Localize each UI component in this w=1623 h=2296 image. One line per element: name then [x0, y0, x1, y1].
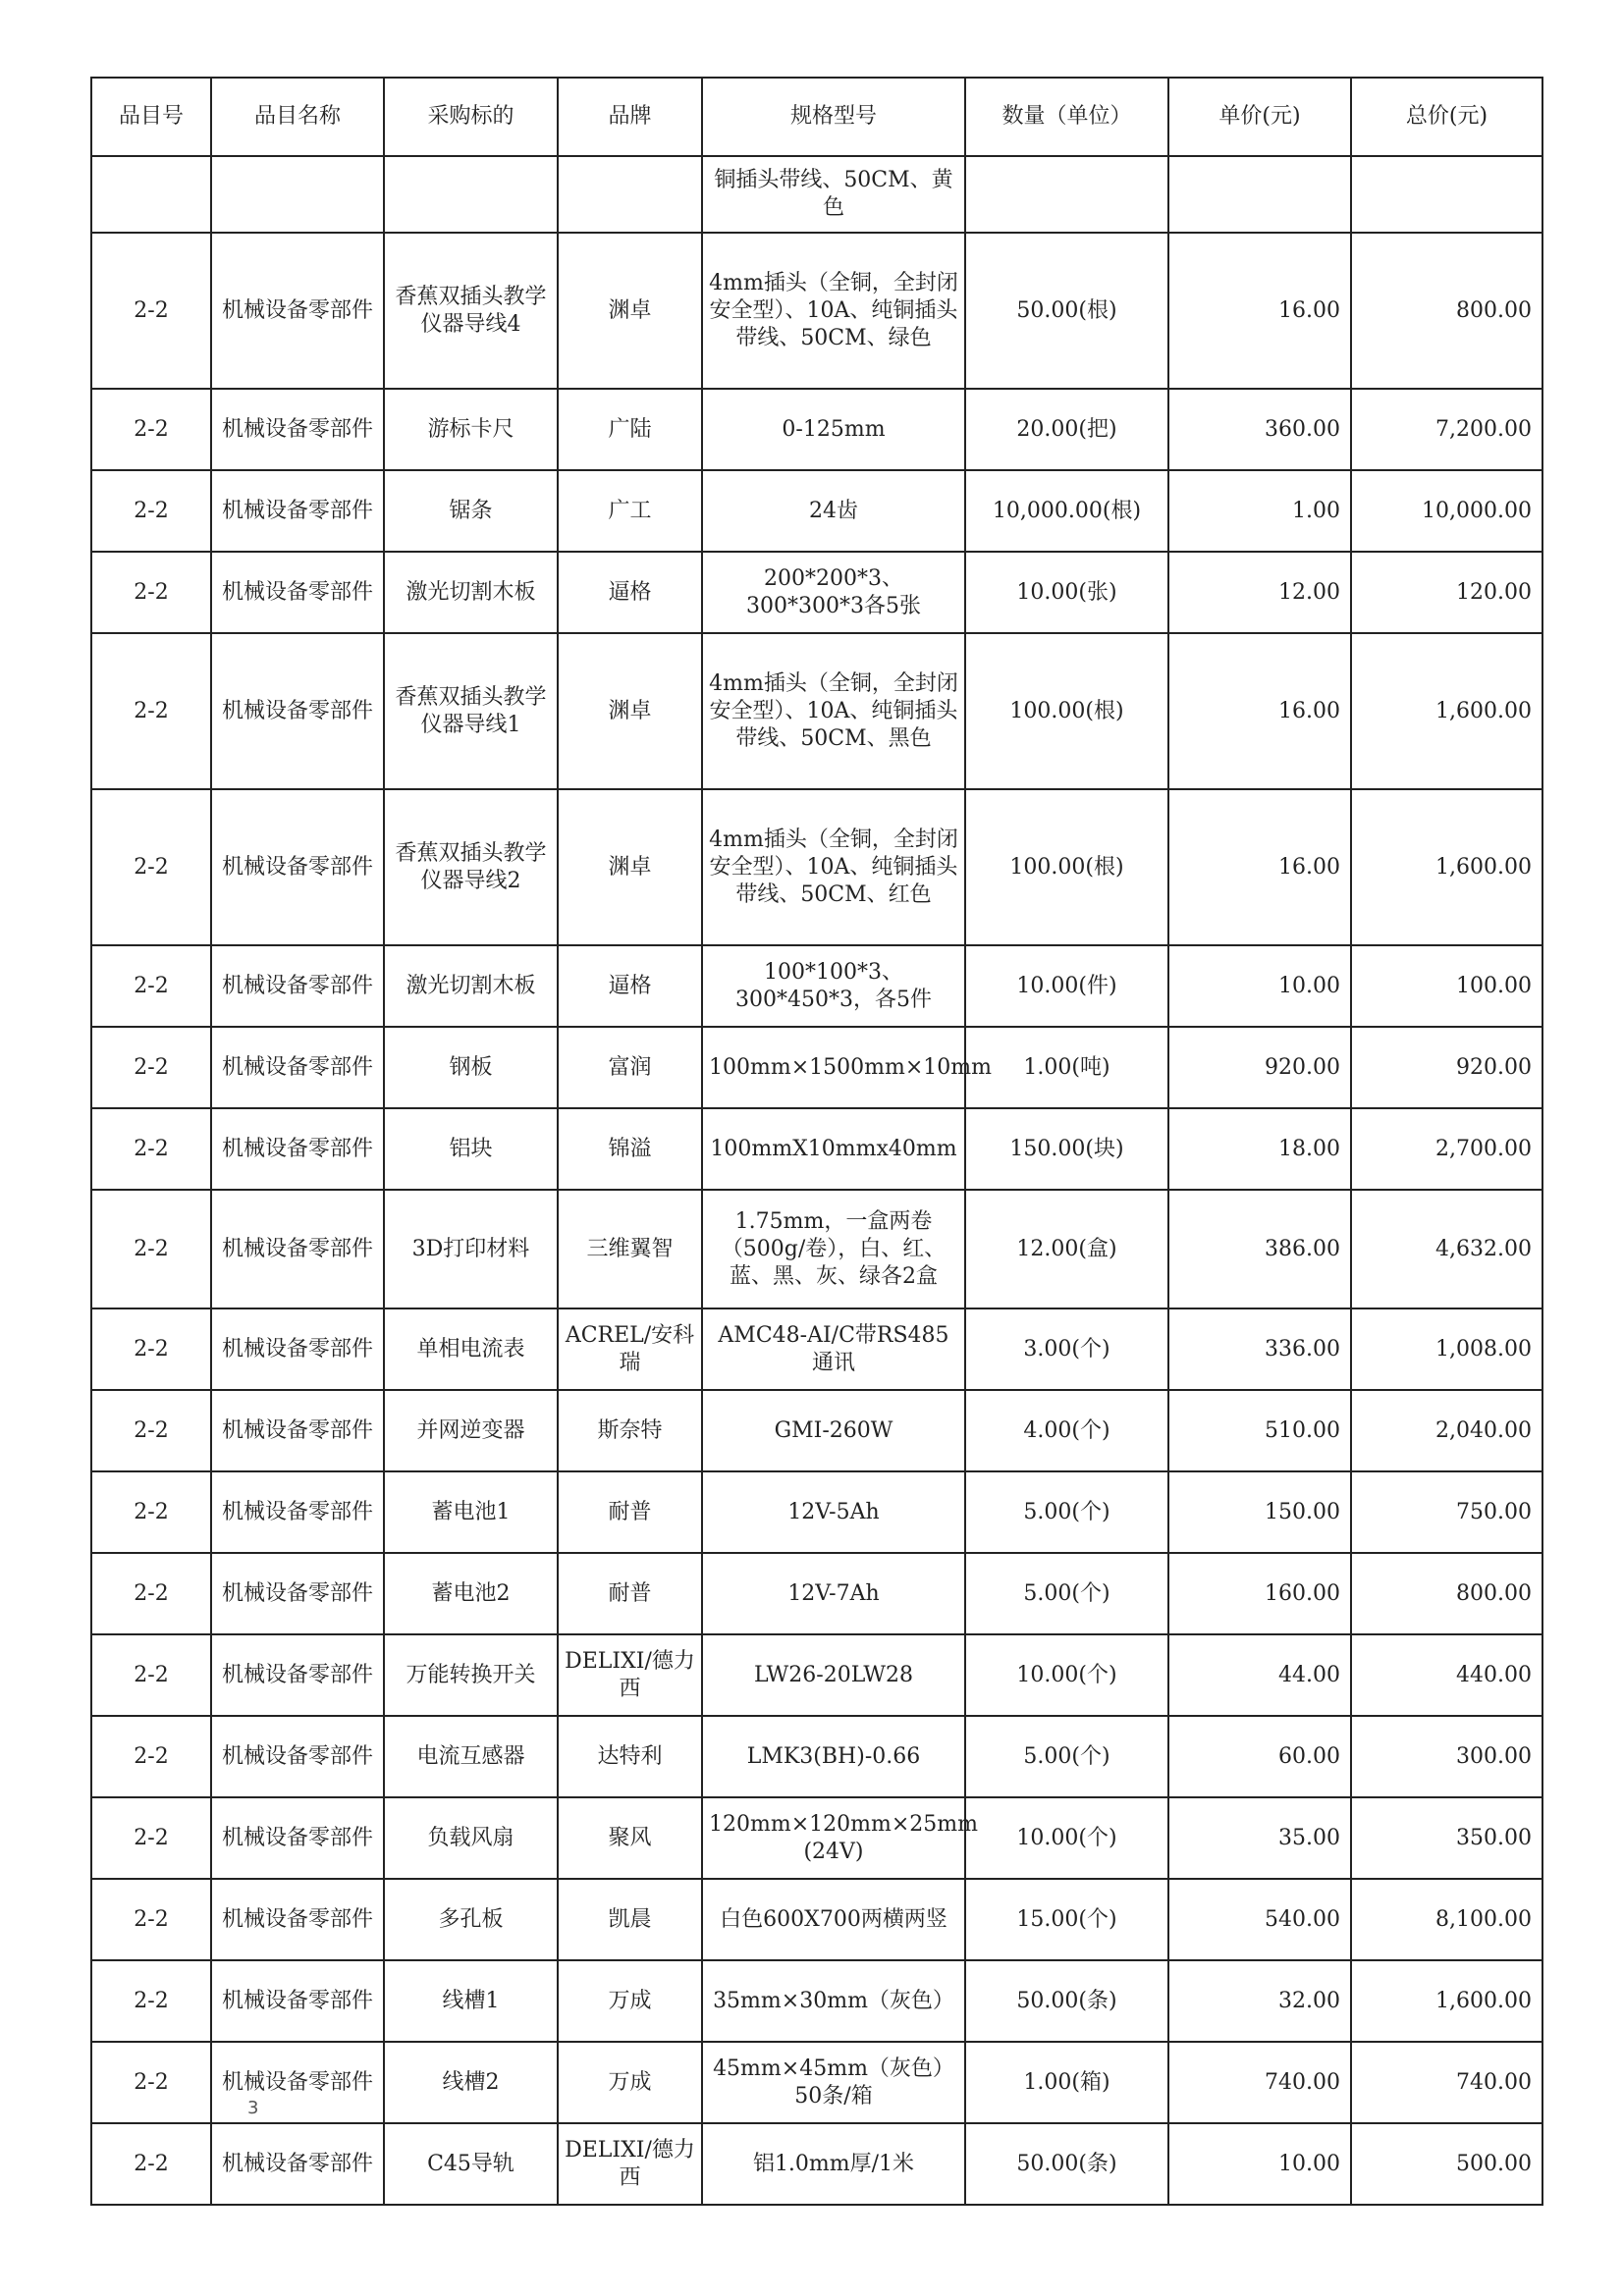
spec-cell: AMC48-AI/C带RS485通讯	[702, 1308, 965, 1390]
qty-cell: 150.00(块)	[965, 1108, 1168, 1190]
qty-cell: 5.00(个)	[965, 1471, 1168, 1553]
item-no-cell: 2-2	[91, 1108, 211, 1190]
item-cell: 万能转换开关	[384, 1634, 558, 1716]
unit-price-cell: 16.00	[1168, 789, 1351, 945]
header-item: 采购标的	[384, 78, 558, 156]
unit-price-cell: 540.00	[1168, 1879, 1351, 1960]
item-no-cell: 2-2	[91, 633, 211, 789]
qty-cell: 5.00(个)	[965, 1716, 1168, 1797]
category-cell: 机械设备零部件	[211, 1553, 384, 1634]
spec-cell: 4mm插头（全铜，全封闭安全型）、10A、纯铜插头带线、50CM、黑色	[702, 633, 965, 789]
item-cell: 3D打印材料	[384, 1190, 558, 1308]
category-cell: 机械设备零部件	[211, 389, 384, 470]
qty-cell: 100.00(根)	[965, 789, 1168, 945]
total-cell: 120.00	[1351, 552, 1542, 633]
table-row	[91, 1027, 1542, 1108]
qty-cell: 15.00(个)	[965, 1879, 1168, 1960]
spec-cell: 铝1.0mm厚/1米	[702, 2123, 965, 2205]
item-no-cell: 2-2	[91, 1960, 211, 2042]
spec-cell: 24齿	[702, 470, 965, 552]
header-category: 品目名称	[211, 78, 384, 156]
qty-cell: 10.00(件)	[965, 945, 1168, 1027]
unit-price-cell: 16.00	[1168, 233, 1351, 389]
table-row	[91, 233, 1542, 389]
category-cell: 机械设备零部件	[211, 552, 384, 633]
header-qty: 数量（单位）	[965, 78, 1168, 156]
header-row	[91, 78, 1542, 156]
spec-cell: 35mm×30mm（灰色）	[702, 1960, 965, 2042]
unit-price-cell: 35.00	[1168, 1797, 1351, 1879]
item-cell: C45导轨	[384, 2123, 558, 2205]
table-row	[91, 633, 1542, 789]
brand-cell: 耐普	[558, 1553, 702, 1634]
unit-price-cell: 10.00	[1168, 2123, 1351, 2205]
qty-cell: 20.00(把)	[965, 389, 1168, 470]
item-no-cell: 2-2	[91, 1308, 211, 1390]
brand-cell: 逼格	[558, 552, 702, 633]
brand-cell: 万成	[558, 1960, 702, 2042]
qty-cell: 3.00(个)	[965, 1308, 1168, 1390]
spec-cell: 100mmX10mmx40mm	[702, 1108, 965, 1190]
total-cell: 350.00	[1351, 1797, 1542, 1879]
total-cell: 10,000.00	[1351, 470, 1542, 552]
category-cell: 机械设备零部件	[211, 233, 384, 389]
brand-cell: 广陆	[558, 389, 702, 470]
item-cell: 蓄电池2	[384, 1553, 558, 1634]
category-cell: 机械设备零部件	[211, 1390, 384, 1471]
unit-price-cell: 18.00	[1168, 1108, 1351, 1190]
header-spec: 规格型号	[702, 78, 965, 156]
unit-price-cell: 44.00	[1168, 1634, 1351, 1716]
item-cell: 线槽1	[384, 1960, 558, 2042]
total-cell: 300.00	[1351, 1716, 1542, 1797]
item-cell: 香蕉双插头教学仪器导线2	[384, 789, 558, 945]
item-cell: 游标卡尺	[384, 389, 558, 470]
qty-cell: 10.00(个)	[965, 1634, 1168, 1716]
table-row	[91, 1108, 1542, 1190]
item-no-cell: 2-2	[91, 1190, 211, 1308]
total-cell: 1,008.00	[1351, 1308, 1542, 1390]
qty-cell: 10.00(张)	[965, 552, 1168, 633]
category-cell: 机械设备零部件	[211, 1108, 384, 1190]
spec-cell: 100*100*3、300*450*3，各5件	[702, 945, 965, 1027]
brand-cell: 凯晨	[558, 1879, 702, 1960]
item-cell: 负载风扇	[384, 1797, 558, 1879]
item-no-cell: 2-2	[91, 1879, 211, 1960]
item-cell: 多孔板	[384, 1879, 558, 1960]
item-no-cell: 2-2	[91, 470, 211, 552]
total-cell: 750.00	[1351, 1471, 1542, 1553]
category-cell: 机械设备零部件	[211, 945, 384, 1027]
brand-cell: 逼格	[558, 945, 702, 1027]
spec-cell: GMI-260W	[702, 1390, 965, 1471]
item-cell: 香蕉双插头教学仪器导线1	[384, 633, 558, 789]
item-no-cell: 2-2	[91, 2042, 211, 2123]
brand-cell: 渊卓	[558, 233, 702, 389]
brand-cell	[558, 156, 702, 233]
item-cell: 激光切割木板	[384, 945, 558, 1027]
total-cell	[1351, 156, 1542, 233]
brand-cell: 锦溢	[558, 1108, 702, 1190]
item-no-cell: 2-2	[91, 1471, 211, 1553]
spec-cell: 4mm插头（全铜，全封闭安全型）、10A、纯铜插头带线、50CM、红色	[702, 789, 965, 945]
unit-price-cell: 920.00	[1168, 1027, 1351, 1108]
total-cell: 1,600.00	[1351, 1960, 1542, 2042]
brand-cell: DELIXI/德力西	[558, 2123, 702, 2205]
table-row	[91, 389, 1542, 470]
item-no-cell	[91, 156, 211, 233]
category-cell: 机械设备零部件	[211, 1879, 384, 1960]
table-row	[91, 1390, 1542, 1471]
spec-cell: 45mm×45mm（灰色）50条/箱	[702, 2042, 965, 2123]
category-cell: 机械设备零部件	[211, 1027, 384, 1108]
brand-cell: 渊卓	[558, 789, 702, 945]
spec-cell: 0-125mm	[702, 389, 965, 470]
total-cell: 8,100.00	[1351, 1879, 1542, 1960]
total-cell: 1,600.00	[1351, 789, 1542, 945]
category-cell: 机械设备零部件	[211, 1190, 384, 1308]
category-cell: 机械设备零部件	[211, 789, 384, 945]
qty-cell: 50.00(条)	[965, 1960, 1168, 2042]
unit-price-cell: 60.00	[1168, 1716, 1351, 1797]
category-cell: 机械设备零部件	[211, 1308, 384, 1390]
spec-cell: 1.75mm，一盒两卷（500g/卷），白、红、蓝、黑、灰、绿各2盒	[702, 1190, 965, 1308]
unit-price-cell: 150.00	[1168, 1471, 1351, 1553]
brand-cell: 渊卓	[558, 633, 702, 789]
total-cell: 500.00	[1351, 2123, 1542, 2205]
spec-cell: 铜插头带线、50CM、黄色	[702, 156, 965, 233]
total-cell: 440.00	[1351, 1634, 1542, 1716]
category-cell: 机械设备零部件	[211, 1634, 384, 1716]
item-cell: 并网逆变器	[384, 1390, 558, 1471]
qty-cell: 100.00(根)	[965, 633, 1168, 789]
unit-price-cell: 32.00	[1168, 1960, 1351, 2042]
item-cell: 激光切割木板	[384, 552, 558, 633]
qty-cell: 1.00(吨)	[965, 1027, 1168, 1108]
spec-cell: 4mm插头（全铜，全封闭安全型）、10A、纯铜插头带线、50CM、绿色	[702, 233, 965, 389]
qty-cell	[965, 156, 1168, 233]
item-cell: 蓄电池1	[384, 1471, 558, 1553]
qty-cell: 12.00(盒)	[965, 1190, 1168, 1308]
table-row	[91, 2042, 1542, 2123]
header-item-no: 品目号	[91, 78, 211, 156]
total-cell: 2,700.00	[1351, 1108, 1542, 1190]
unit-price-cell: 336.00	[1168, 1308, 1351, 1390]
total-cell: 7,200.00	[1351, 389, 1542, 470]
table-row	[91, 789, 1542, 945]
item-no-cell: 2-2	[91, 1027, 211, 1108]
table-row	[91, 1797, 1542, 1879]
category-cell: 机械设备零部件	[211, 1471, 384, 1553]
brand-cell: 富润	[558, 1027, 702, 1108]
total-cell: 920.00	[1351, 1027, 1542, 1108]
table-row	[91, 1716, 1542, 1797]
table-row	[91, 1634, 1542, 1716]
item-cell: 钢板	[384, 1027, 558, 1108]
total-cell: 2,040.00	[1351, 1390, 1542, 1471]
item-cell	[384, 156, 558, 233]
item-no-cell: 2-2	[91, 389, 211, 470]
table-row	[91, 945, 1542, 1027]
table-row	[91, 1190, 1542, 1308]
table-row	[91, 1553, 1542, 1634]
page-number: 3	[247, 2098, 259, 2118]
qty-cell: 1.00(箱)	[965, 2042, 1168, 2123]
item-no-cell: 2-2	[91, 1390, 211, 1471]
item-no-cell: 2-2	[91, 1634, 211, 1716]
unit-price-cell: 360.00	[1168, 389, 1351, 470]
unit-price-cell: 740.00	[1168, 2042, 1351, 2123]
total-cell: 800.00	[1351, 233, 1542, 389]
item-cell: 香蕉双插头教学仪器导线4	[384, 233, 558, 389]
spec-cell: LMK3(BH)-0.66	[702, 1716, 965, 1797]
item-cell: 单相电流表	[384, 1308, 558, 1390]
spec-cell: LW26-20LW28	[702, 1634, 965, 1716]
unit-price-cell: 10.00	[1168, 945, 1351, 1027]
brand-cell: 广工	[558, 470, 702, 552]
total-cell: 800.00	[1351, 1553, 1542, 1634]
spec-cell: 12V-5Ah	[702, 1471, 965, 1553]
item-cell: 锯条	[384, 470, 558, 552]
table-row	[91, 156, 1542, 233]
qty-cell: 10.00(个)	[965, 1797, 1168, 1879]
item-no-cell: 2-2	[91, 789, 211, 945]
table-row	[91, 2123, 1542, 2205]
category-cell	[211, 156, 384, 233]
table-row	[91, 1879, 1542, 1960]
unit-price-cell: 1.00	[1168, 470, 1351, 552]
category-cell: 机械设备零部件	[211, 633, 384, 789]
unit-price-cell: 12.00	[1168, 552, 1351, 633]
item-cell: 铝块	[384, 1108, 558, 1190]
header-unit-price: 单价(元)	[1168, 78, 1351, 156]
category-cell: 机械设备零部件	[211, 1716, 384, 1797]
category-cell: 机械设备零部件	[211, 2123, 384, 2205]
spec-cell: 白色600X700两横两竖	[702, 1879, 965, 1960]
qty-cell: 50.00(根)	[965, 233, 1168, 389]
item-no-cell: 2-2	[91, 233, 211, 389]
brand-cell: 达特利	[558, 1716, 702, 1797]
total-cell: 740.00	[1351, 2042, 1542, 2123]
item-no-cell: 2-2	[91, 1716, 211, 1797]
header-brand: 品牌	[558, 78, 702, 156]
procurement-table	[90, 77, 1543, 2206]
spec-cell: 200*200*3、300*300*3各5张	[702, 552, 965, 633]
total-cell: 4,632.00	[1351, 1190, 1542, 1308]
unit-price-cell: 386.00	[1168, 1190, 1351, 1308]
brand-cell: ACREL/安科瑞	[558, 1308, 702, 1390]
spec-cell: 12V-7Ah	[702, 1553, 965, 1634]
qty-cell: 10,000.00(根)	[965, 470, 1168, 552]
unit-price-cell: 16.00	[1168, 633, 1351, 789]
table-row	[91, 1960, 1542, 2042]
spec-cell: 100mm×1500mm×10mm	[702, 1027, 965, 1108]
unit-price-cell	[1168, 156, 1351, 233]
table-row	[91, 552, 1542, 633]
qty-cell: 50.00(条)	[965, 2123, 1168, 2205]
item-cell: 电流互感器	[384, 1716, 558, 1797]
unit-price-cell: 510.00	[1168, 1390, 1351, 1471]
brand-cell: 耐普	[558, 1471, 702, 1553]
item-no-cell: 2-2	[91, 2123, 211, 2205]
unit-price-cell: 160.00	[1168, 1553, 1351, 1634]
category-cell: 机械设备零部件	[211, 470, 384, 552]
category-cell: 机械设备零部件	[211, 2042, 384, 2123]
category-cell: 机械设备零部件	[211, 1960, 384, 2042]
total-cell: 100.00	[1351, 945, 1542, 1027]
brand-cell: DELIXI/德力西	[558, 1634, 702, 1716]
table-row	[91, 1308, 1542, 1390]
item-no-cell: 2-2	[91, 1553, 211, 1634]
total-cell: 1,600.00	[1351, 633, 1542, 789]
item-no-cell: 2-2	[91, 945, 211, 1027]
item-cell: 线槽2	[384, 2042, 558, 2123]
qty-cell: 5.00(个)	[965, 1553, 1168, 1634]
qty-cell: 4.00(个)	[965, 1390, 1168, 1471]
brand-cell: 聚风	[558, 1797, 702, 1879]
category-cell: 机械设备零部件	[211, 1797, 384, 1879]
header-total: 总价(元)	[1351, 78, 1542, 156]
brand-cell: 万成	[558, 2042, 702, 2123]
brand-cell: 斯奈特	[558, 1390, 702, 1471]
table-row	[91, 470, 1542, 552]
table-row	[91, 1471, 1542, 1553]
spec-cell: 120mm×120mm×25mm (24V)	[702, 1797, 965, 1879]
brand-cell: 三维翼智	[558, 1190, 702, 1308]
item-no-cell: 2-2	[91, 552, 211, 633]
item-no-cell: 2-2	[91, 1797, 211, 1879]
